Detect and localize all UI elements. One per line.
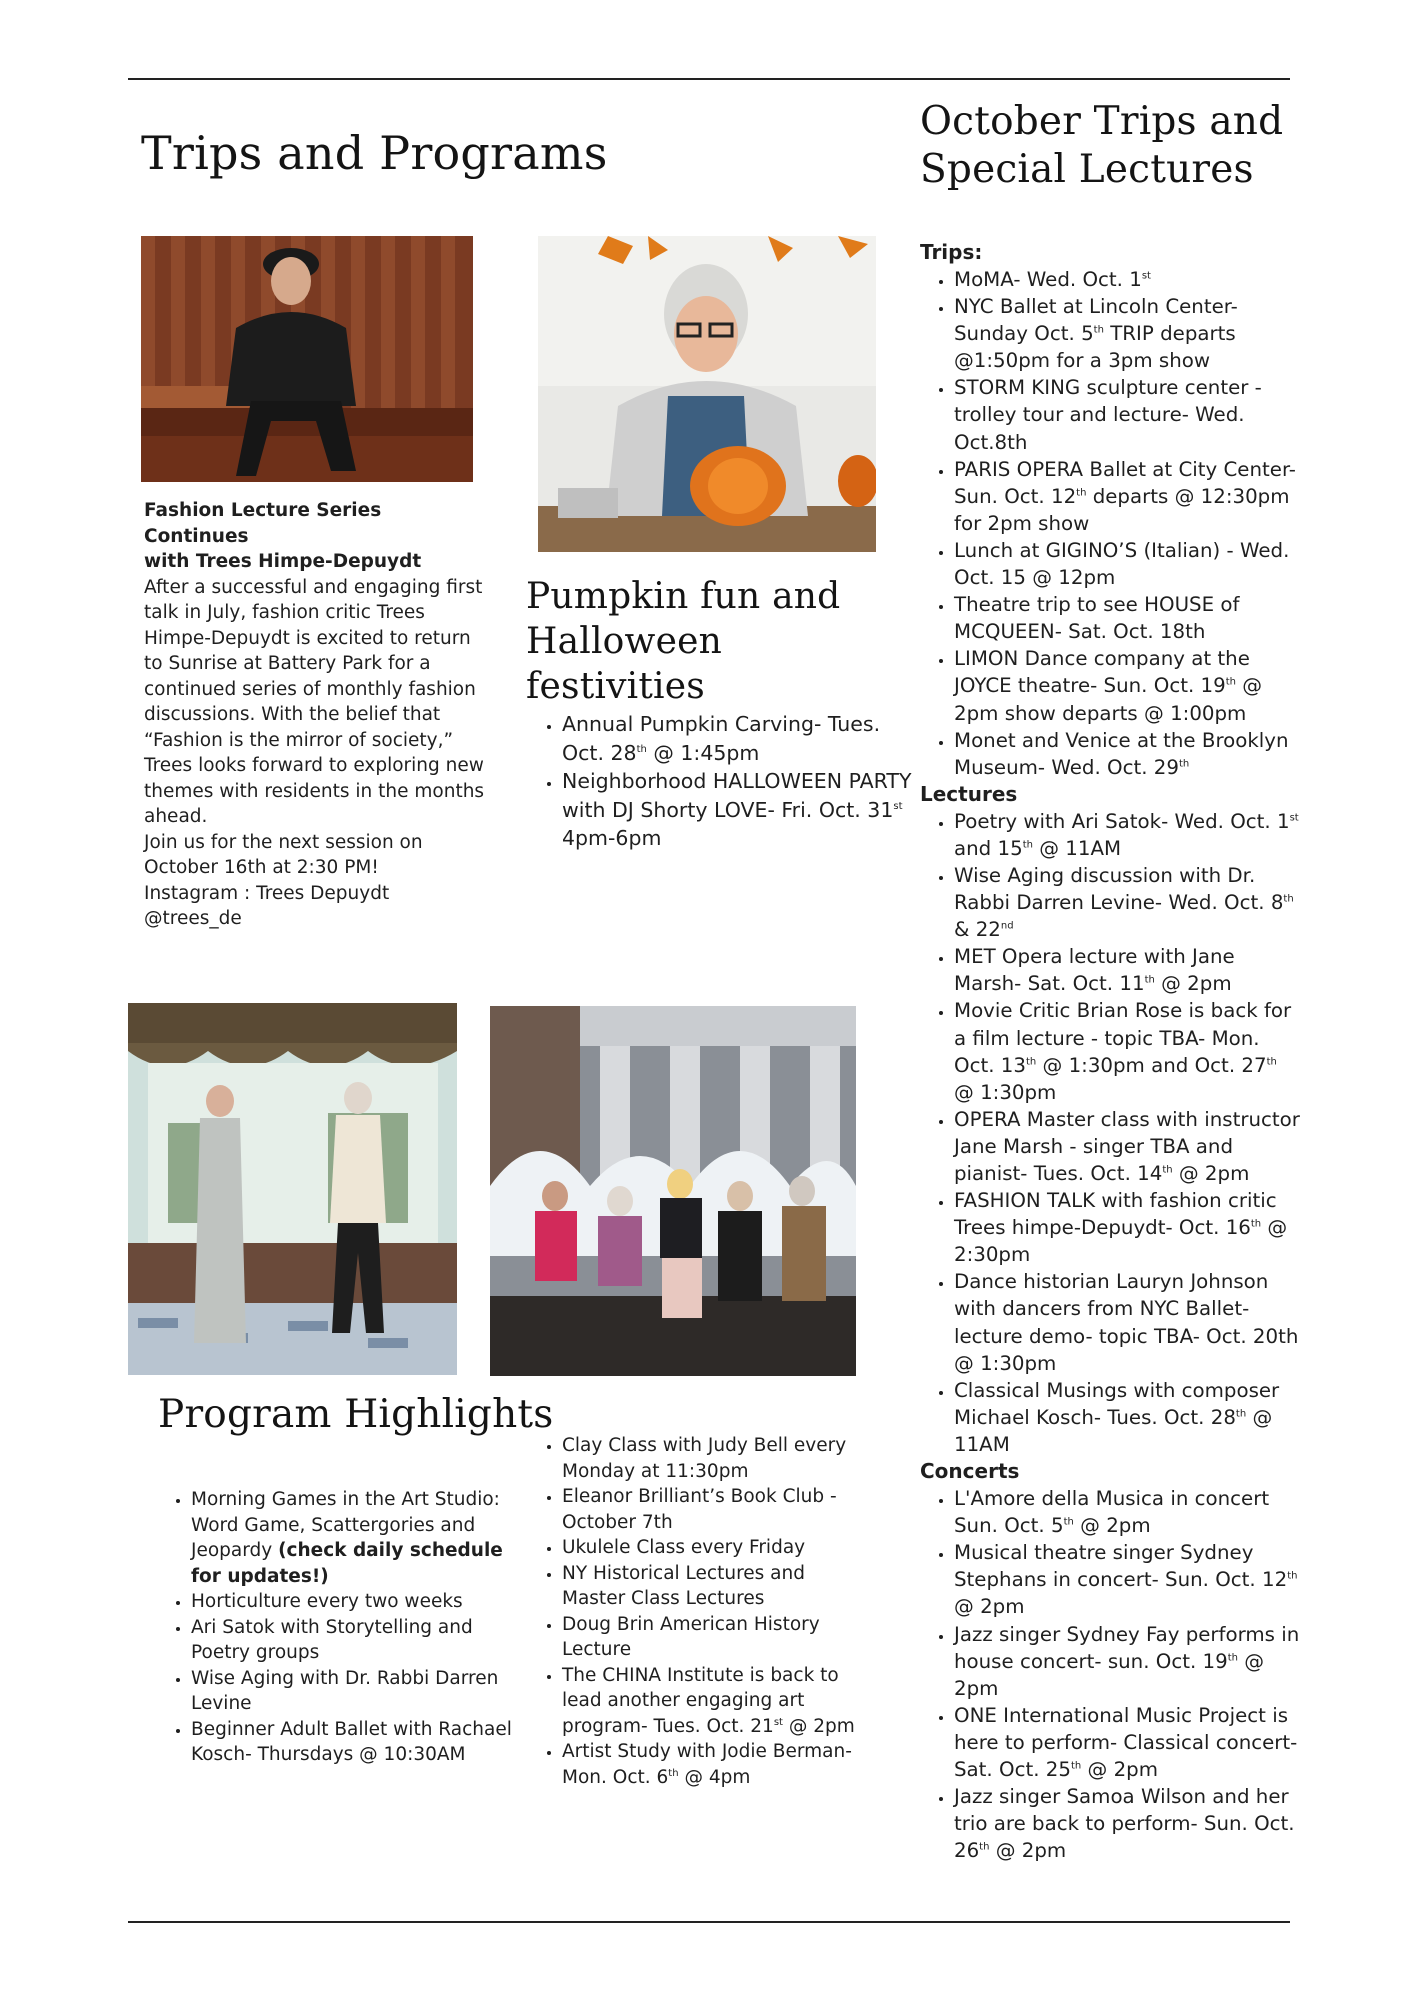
lecture-item [954, 808, 1300, 862]
lectures-list [920, 808, 1300, 1458]
page-title: Trips and Programs [141, 126, 608, 180]
pumpkin-event-item-pre: Neighborhood HALLOWEEN PARTY with DJ Shorty LOVE- Fri. Oct. 31 [562, 769, 912, 822]
pumpkin-event-item-post: @ 1:45pm [646, 740, 760, 765]
lecture-item-pre: Poetry with Ari Satok- Wed. Oct. 1 [954, 809, 1290, 833]
lecture-item-sup2: th [1022, 839, 1033, 851]
lectures-heading: Lectures [920, 781, 1018, 806]
trip-item-pre: Monet and Venice at the Brooklyn Museum- Wed. Oct. 29 [954, 728, 1289, 779]
trip-item-pre: PARIS OPERA Ballet at City Center- Sun. Oct. 12 [954, 457, 1296, 508]
lecture-item [954, 1268, 1300, 1376]
lecture-item-pre: Classical Musings with composer Michael Kosch- Tues. Oct. 28 [954, 1378, 1280, 1429]
fashion-instagram: Instagram : Trees Depuydt @trees_de [144, 882, 390, 929]
lecture-item [954, 1377, 1300, 1458]
lecture-item-post: @ 1:30pm and Oct. 27 [1036, 1053, 1267, 1077]
lecture-item-post: @ 2pm [1154, 972, 1232, 996]
lecture-item-pre: Dance historian Lauryn Johnson with dancers from NYC Ballet- lecture demo- topic TBA- Oct. 20th @ 1:30pm [954, 1270, 1299, 1375]
concert-item-sup: th [1070, 1760, 1082, 1772]
highlight-item-bold: (check daily schedule for updates!) [191, 1540, 503, 1587]
highlight-item [191, 1589, 536, 1615]
trip-item-pre: MoMA- Wed. Oct. 1 [954, 268, 1142, 291]
concert-item-post: @ 2pm [954, 1595, 1025, 1619]
highlight-item-pre: Artist Study with Jodie Berman- Mon. Oct. 6 [562, 1741, 852, 1788]
concert-item-post: @ 2pm [989, 1839, 1067, 1863]
concert-item-pre: L'Amore della Musica in concert Sun. Oct. 5 [954, 1487, 1270, 1538]
highlight-item [191, 1615, 536, 1666]
trip-item-post: @ 2pm show departs @ 1:00pm [954, 674, 1263, 725]
concerts-list [920, 1485, 1300, 1864]
highlight-item-pre: Wise Aging with Dr. Rabbi Darren Levine [191, 1667, 499, 1714]
october-title [920, 98, 1283, 194]
highlight-item-pre: NY Historical Lectures and Master Class Lectures [562, 1562, 805, 1609]
lecture-item [954, 862, 1300, 943]
lecture-item-post: and 15 [954, 836, 1023, 860]
highlight-item-sup: st [773, 1716, 783, 1728]
highlight-item-pre: Doug Brin American History Lecture [562, 1613, 820, 1660]
trip-item-sup: st [1141, 270, 1151, 282]
lecture-item-post2: @ 1:30pm [954, 1080, 1057, 1104]
highlight-item [191, 1487, 536, 1589]
concert-item-post: @ 2pm [1081, 1757, 1159, 1781]
top-divider [128, 78, 1290, 80]
trips-heading: Trips: [920, 240, 983, 264]
lecture-item-sup: st [1289, 812, 1299, 824]
october-title-line2: Special Lectures [920, 147, 1254, 192]
highlight-item-sup: th [668, 1767, 679, 1779]
lecture-item-pre: FASHION TALK with fashion critic Trees himpe-Depuydt- Oct. 16 [954, 1189, 1277, 1240]
highlight-item [562, 1433, 862, 1484]
highlight-item [562, 1612, 862, 1663]
concert-item [954, 1485, 1300, 1539]
concerts-heading: Concerts [920, 1459, 1020, 1484]
highlight-item [562, 1739, 862, 1790]
lecture-item-sup: th [1235, 1408, 1247, 1420]
trip-item-sup: th [1076, 487, 1087, 499]
highlight-item [562, 1561, 862, 1612]
concert-item-sup: th [1287, 1570, 1298, 1582]
lecture-item-post: & 22 [954, 918, 1001, 942]
trip-item [954, 727, 1300, 781]
fashion-article [144, 498, 489, 932]
concert-item-post: @ 2pm [1073, 1514, 1151, 1538]
lecture-item-sup2: th [1266, 1056, 1277, 1068]
highlight-item [562, 1535, 862, 1561]
lecture-item-pre: OPERA Master class with instructor Jane Marsh - singer TBA and pianist- Tues. Oct. 14 [954, 1107, 1300, 1185]
october-title-line1: October Trips and [920, 99, 1284, 144]
lecture-item-post: @ 2:30pm [954, 1216, 1288, 1267]
pumpkin-event-item-post: 4pm-6pm [562, 826, 662, 850]
trip-item [954, 591, 1300, 645]
bottom-divider [128, 1921, 1290, 1923]
lecture-item-post: @ 2pm [1172, 1162, 1250, 1185]
lecture-item-sup: th [1144, 974, 1155, 986]
fashion-heading-line1: Fashion Lecture Series Continues [144, 500, 382, 547]
group-fountain-photo [490, 1006, 856, 1376]
highlight-item-pre: Clay Class with Judy Bell every Monday at 11:30pm [562, 1435, 847, 1482]
trip-item [954, 266, 1300, 293]
highlight-item [191, 1666, 536, 1717]
concert-item-pre: ONE International Music Project is here to perform- Classical concert- Sat. Oct. 25 [954, 1703, 1298, 1781]
lecture-item [954, 997, 1300, 1105]
highlight-item-post: @ 4pm [678, 1766, 751, 1788]
fashion-join-line: Join us for the next session on October 16th at 2:30 PM! [144, 831, 423, 878]
fashion-heading-line2: with Trees Himpe-Depuydt [144, 551, 422, 572]
highlight-item-post: @ 2pm [782, 1715, 855, 1737]
highlight-item-pre: Horticulture every two weeks [191, 1591, 463, 1612]
lecture-item-sup: th [1162, 1164, 1173, 1176]
pumpkin-event-item-pre: Annual Pumpkin Carving- Tues. Oct. 28 [562, 712, 881, 765]
concert-item-sup: th [1227, 1652, 1238, 1663]
highlight-item-pre: Ari Satok with Storytelling and Poetry groups [191, 1616, 473, 1663]
performance-photo [128, 1003, 457, 1375]
highlight-item-pre: The CHINA Institute is back to lead another engaging art program- Tues. Oct. 21 [562, 1664, 839, 1737]
pumpkin-event-item-sup: th [636, 743, 647, 755]
highlight-item-pre: Ukulele Class every Friday [562, 1537, 806, 1558]
trip-item-pre: STORM KING sculpture center - trolley tour and lecture- Wed. Oct.8th [954, 376, 1262, 454]
fashion-paragraph: After a successful and engaging first talk in July, fashion critic Trees Himpe-Depuydt is excited to return to Sunrise at Battery Park for a continued series of monthly fashion discussions. With the belief that “Fashion is the mirror of society,” Trees looks forward to exploring new themes with residents in the months ahead. [144, 576, 485, 827]
concert-item [954, 1702, 1300, 1783]
trip-item-sup: th [1225, 676, 1236, 688]
concert-item-sup: th [1063, 1516, 1074, 1528]
pumpkin-event-item [562, 710, 914, 767]
highlight-item-pre: Beginner Adult Ballet with Rachael Kosch- Thursdays @ 10:30AM [191, 1718, 512, 1765]
concert-item-pre: Jazz singer Samoa Wilson and her trio are back to perform- Sun. Oct. 26 [954, 1785, 1295, 1863]
concert-item-post: @ 2pm [954, 1649, 1265, 1700]
fashion-lecturer-photo [141, 236, 473, 482]
pumpkin-event-item [562, 767, 914, 853]
concert-item [954, 1539, 1300, 1620]
trip-item-sup: th [1093, 324, 1104, 336]
trip-item [954, 645, 1300, 726]
trip-item [954, 293, 1300, 374]
trips-list [920, 266, 1300, 781]
pumpkin-events-list [526, 710, 914, 853]
trip-item-post: TRIP departs @1:50pm for a 3pm show [954, 322, 1236, 373]
lecture-item-sup: th [1283, 893, 1294, 905]
highlights-left-list [155, 1487, 536, 1768]
lecture-item-post: @ 11AM [954, 1405, 1273, 1456]
concert-item [954, 1621, 1300, 1702]
lecture-item [954, 1106, 1300, 1187]
fashion-heading [144, 498, 489, 575]
trip-item [954, 537, 1300, 591]
lecture-item-pre: Movie Critic Brian Rose is back for a film lecture - topic TBA- Mon. Oct. 13 [954, 999, 1292, 1077]
october-schedule [920, 239, 1300, 1864]
highlight-item-pre: Morning Games in the Art Studio: Word Game, Scattergories and Jeopardy [191, 1489, 500, 1561]
concert-item-pre: Jazz singer Sydney Fay performs in house concert- sun. Oct. 19 [954, 1622, 1300, 1673]
pumpkin-section-title: Pumpkin fun and Halloween festivities [526, 576, 841, 707]
concert-item-pre: Musical theatre singer Sydney Stephans in concert- Sun. Oct. 12 [954, 1541, 1288, 1592]
highlight-item-pre: Eleanor Brilliant’s Book Club - October 7th [562, 1486, 837, 1533]
lecture-item-sup: th [1025, 1056, 1037, 1068]
lecture-item [954, 1187, 1300, 1268]
lecture-item-pre: MET Opera lecture with Jane Marsh- Sat. Oct. 11 [954, 945, 1235, 996]
lecture-item-sup: th [1250, 1218, 1262, 1230]
lecture-item-pre: Wise Aging discussion with Dr. Rabbi Darren Levine- Wed. Oct. 8 [954, 863, 1284, 915]
lecture-item [954, 943, 1300, 997]
highlights-title: Program Highlights [158, 1392, 554, 1437]
trip-item [954, 456, 1300, 537]
trip-item-pre: LIMON Dance company at the JOYCE theatre- Sun. Oct. 19 [954, 647, 1250, 698]
trip-item-pre: NYC Ballet at Lincoln Center- Sunday Oct. 5 [954, 295, 1238, 346]
highlights-right-list [526, 1433, 862, 1790]
pumpkin-carving-photo [538, 236, 876, 552]
trip-item-pre: Lunch at GIGINO’S (Italian) - Wed. Oct. 15 @ 12pm [954, 538, 1290, 590]
lecture-item-post2: @ 11AM [1032, 836, 1122, 860]
trip-item-pre: Theatre trip to see HOUSE of MCQUEEN- Sat. Oct. 18th [954, 593, 1240, 644]
trip-item [954, 374, 1300, 455]
highlight-item [562, 1663, 862, 1740]
highlight-item [191, 1717, 536, 1768]
concert-item-sup: th [979, 1841, 990, 1853]
concert-item [954, 1783, 1300, 1864]
trip-item-post: departs @ 12:30pm for 2pm show [954, 484, 1290, 535]
trip-item-sup: th [1178, 758, 1190, 770]
highlight-item [562, 1484, 862, 1535]
pumpkin-event-item-sup: st [893, 800, 903, 812]
lecture-item-sup2: nd [1000, 920, 1014, 932]
